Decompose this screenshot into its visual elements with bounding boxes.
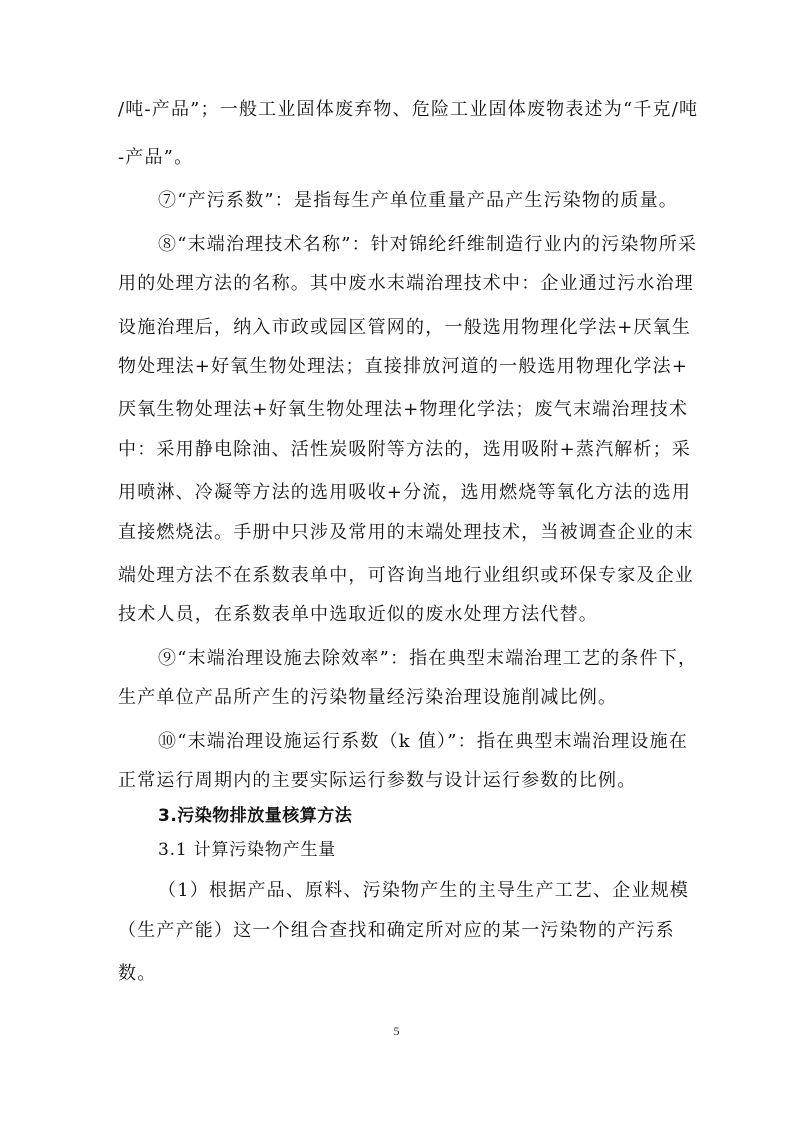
text-line: /吨-产品”；一般工业固体废弃物、危险工业固体废物表述为“千克/吨 <box>118 99 699 120</box>
text-line: （生产产能）这一个组合查找和确定所对应的某一污染物的产污系 <box>118 920 675 941</box>
subsection-heading: 3.1 计算污染物产生量 <box>158 840 337 860</box>
text-line: ⑧“末端治理技术名称”：针对锦纶纤维制造行业内的污染物所采 <box>158 234 698 255</box>
text-line: 物处理法+好氧生物处理法；直接排放河道的一般选用物理化学法+ <box>118 356 689 377</box>
text-line: 生产单位产品所产生的污染物量经污染治理设施削减比例。 <box>118 687 618 708</box>
text-line: 厌氧生物处理法+好氧生物处理法+物理化学法；废气末端治理技术 <box>118 399 689 420</box>
page-number: 5 <box>393 1024 400 1038</box>
text-line: ⑦“产污系数”：是指每生产单位重量产品产生污染物的质量。 <box>158 190 679 211</box>
text-line: 正常运行周期内的主要实际运行参数与设计运行参数的比例。 <box>118 770 637 791</box>
text-line: 数。 <box>118 963 157 984</box>
text-line: ⑩“末端治理设施运行系数（k 值）”：指在典型末端治理设施在 <box>158 731 689 752</box>
text-line: 中：采用静电除油、活性炭吸附等方法的，选用吸附+蒸汽解析；采 <box>118 439 692 460</box>
text-line: 用喷淋、冷凝等方法的选用吸收+分流，选用燃烧等氧化方法的选用 <box>118 482 692 503</box>
text-line: 端处理方法不在系数表单中，可咨询当地行业组织或环保专家及企业 <box>118 565 694 586</box>
text-line: 用的处理方法的名称。其中废水末端治理技术中：企业通过污水治理 <box>118 273 694 294</box>
text-line: 技术人员，在系数表单中选取近似的废水处理方法代替。 <box>118 604 598 625</box>
text-line: 直接燃烧法。手册中只涉及常用的末端处理技术，当被调查企业的末 <box>118 522 694 543</box>
text-line: ⑨“末端治理设施去除效率”：指在典型末端治理工艺的条件下， <box>158 648 698 669</box>
section-heading: 3.污染物排放量核算方法 <box>158 806 353 826</box>
text-line: -产品”。 <box>118 147 194 168</box>
text-line: 设施治理后，纳入市政或园区管网的，一般选用物理化学法+厌氧生 <box>118 317 692 338</box>
text-line: （1）根据产品、原料、污染物产生的主导生产工艺、企业规模 <box>158 880 690 901</box>
